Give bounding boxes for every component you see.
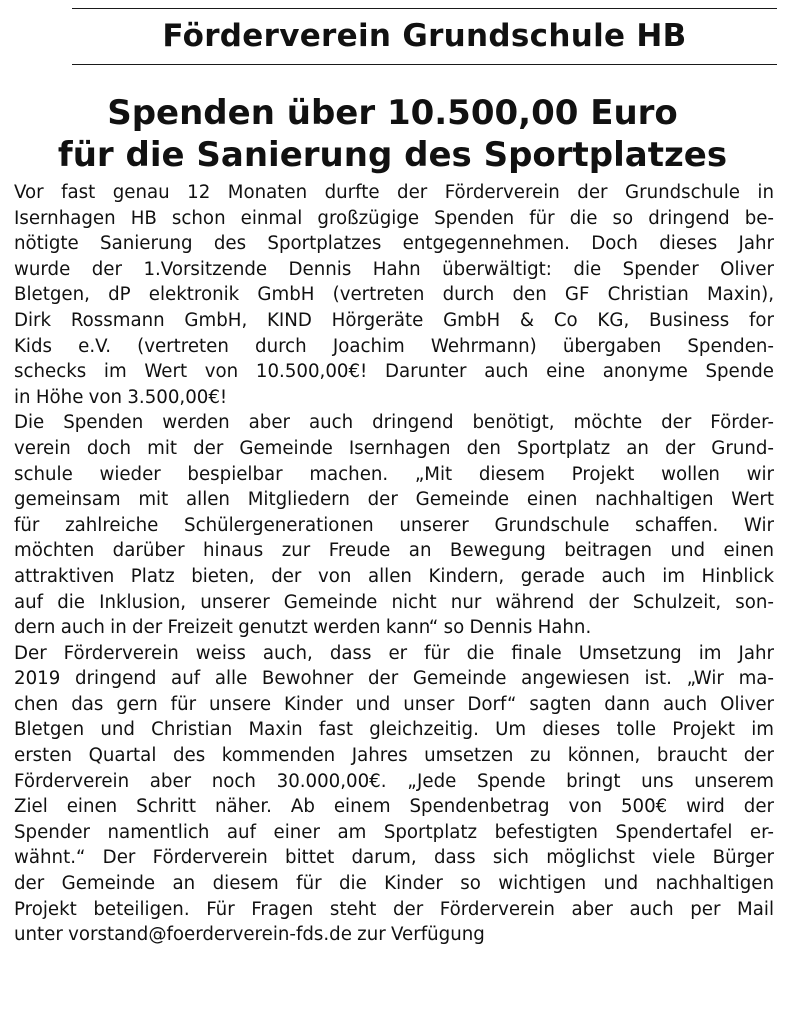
paragraph-3: [14, 641, 774, 948]
paragraph-line: in Höhe von 3.500,00€!: [14, 386, 228, 408]
paragraph-line: Spender namentlich auf einer am Sportplatz befestigten Spendertafel er-: [14, 821, 774, 843]
paragraph-line: für zahlreiche Schülergenerationen unserer Grundschule schaffen. Wir: [14, 514, 774, 536]
article-headline: [0, 92, 785, 176]
paragraph-line: Der Förderverein weiss auch, dass er für die finale Umsetzung im Jahr: [14, 642, 774, 664]
paragraph-line: Ziel einen Schritt näher. Ab einem Spendenbetrag von 500€ wird der: [14, 796, 774, 818]
paragraph-2: [14, 410, 774, 640]
paragraph-line: Vor fast genau 12 Monaten durfte der Förderverein der Grundschule in: [14, 182, 774, 203]
headline-line-2: für die Sanierung des Sportplatzes: [57, 135, 728, 175]
paragraph-line: wähnt.“ Der Förderverein bittet darum, dass sich möglichst viele Bürger: [14, 847, 774, 869]
paragraph-line: Isernhagen HB schon einmal großzügige Spenden für die so dringend be-: [14, 207, 774, 229]
paragraph-line: unter vorstand@foerderverein-fds.de zur Verfügung: [14, 924, 485, 946]
paragraph-line: Die Spenden werden aber auch dringend benötigt, möchte der Förder-: [14, 412, 774, 434]
paragraph-line: nötigte Sanierung des Sportplatzes entgegennehmen. Doch dieses Jahr: [14, 233, 774, 255]
paragraph-line: auf die Inklusion, unserer Gemeinde nicht nur während der Schulzeit, son-: [14, 591, 774, 613]
headline-line-1: Spenden über 10.500,00 Euro: [107, 93, 678, 133]
paragraph-line: attraktiven Platz bieten, der von allen Kindern, gerade auch im Hinblick: [14, 565, 774, 587]
header-bottom-rule: [72, 64, 777, 65]
paragraph-line: Förderverein aber noch 30.000,00€. „Jede Spende bringt uns unserem: [14, 770, 774, 792]
paragraph-line: verein doch mit der Gemeinde Isernhagen den Sportplatz an der Grund-: [14, 437, 774, 459]
paragraph-line: Dirk Rossmann GmbH, KIND Hörgeräte GmbH & Co KG, Business for: [14, 309, 774, 331]
paragraph-line: Bletgen und Christian Maxin fast gleichzeitig. Um dieses tolle Projekt im: [14, 719, 774, 741]
paragraph-line: ersten Quartal des kommenden Jahres umsetzen zu können, braucht der: [14, 745, 774, 767]
section-header: Förderverein Grundschule HB: [162, 18, 687, 54]
paragraph-line: gemeinsam mit allen Mitgliedern der Gemeinde einen nachhaltigen Wert: [14, 489, 774, 511]
paragraph-line: chen das gern für unsere Kinder und unser Dorf“ sagten dann auch Oliver: [14, 693, 774, 715]
paragraph-line: schule wieder bespielbar machen. „Mit diesem Projekt wollen wir: [14, 463, 774, 485]
paragraph-line: schecks im Wert von 10.500,00€! Darunter auch eine anonyme Spende: [14, 361, 774, 383]
article-body: [14, 180, 774, 948]
paragraph-line: Bletgen, dP elektronik GmbH (vertreten durch den GF Christian Maxin),: [14, 284, 774, 306]
paragraph-line: Projekt beteiligen. Für Fragen steht der Förderverein aber auch per Mail: [14, 898, 774, 920]
paragraph-line: 2019 dringend auf alle Bewohner der Gemeinde angewiesen ist. „Wir ma-: [14, 668, 774, 690]
paragraph-line: Kids e.V. (vertreten durch Joachim Wehrmann) übergaben Spenden-: [14, 335, 774, 357]
paragraph-line: möchten darüber hinaus zur Freude an Bewegung beitragen und einen: [14, 540, 774, 562]
paragraph-1: [14, 180, 774, 410]
paragraph-line: der Gemeinde an diesem für die Kinder so wichtigen und nachhaltigen: [14, 873, 774, 895]
paragraph-line: dern auch in der Freizeit genutzt werden kann“ so Dennis Hahn.: [14, 617, 592, 639]
paragraph-line: wurde der 1.Vorsitzende Dennis Hahn überwältigt: die Spender Oliver: [14, 258, 774, 280]
